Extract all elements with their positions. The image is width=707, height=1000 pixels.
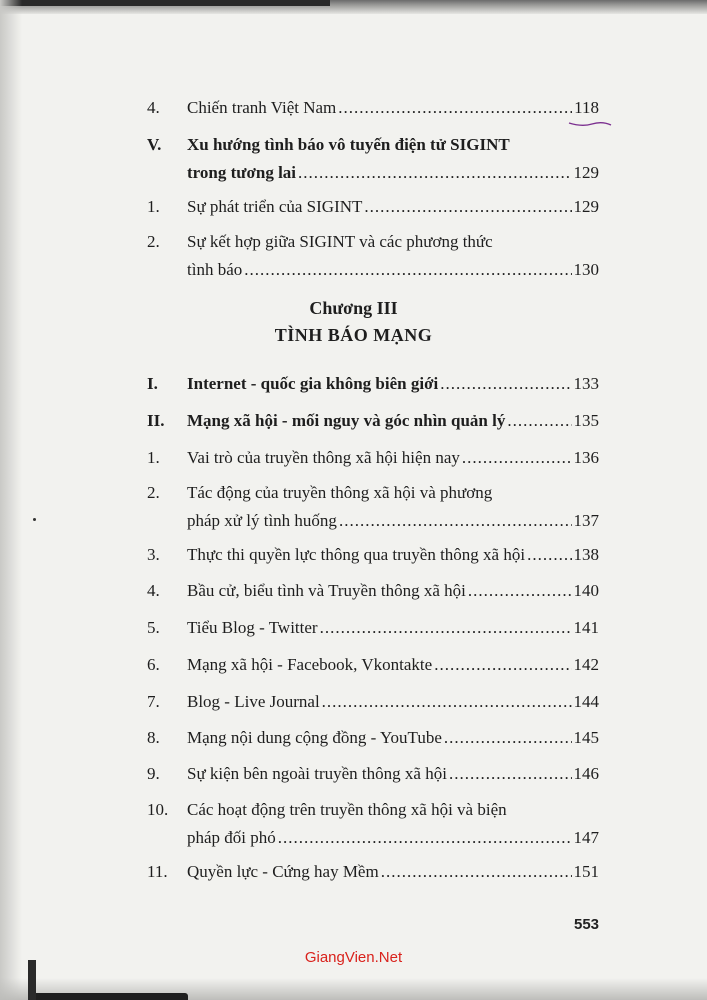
toc-entry-title: Tiểu Blog - Twitter: [187, 618, 318, 637]
toc-entry-title: Quyền lực - Cứng hay Mềm: [187, 862, 379, 881]
toc-entry-page: 140: [573, 581, 599, 600]
toc-entry: [147, 724, 599, 752]
dot-leader: [320, 614, 572, 642]
toc-entry: [147, 688, 599, 716]
toc-entry-page: 130: [573, 260, 599, 279]
dot-leader: [462, 444, 572, 472]
toc-section-entry: [147, 370, 599, 398]
toc-entry-number: 6.: [147, 655, 160, 674]
toc-entry-page: 146: [573, 764, 599, 783]
toc-entry: [147, 444, 599, 472]
toc-entry-title-line2: trong tương lai: [187, 163, 297, 182]
toc-entry-page: 141: [573, 618, 599, 637]
toc-entry-title-line2: pháp đối phó: [187, 828, 276, 847]
toc-section-entry: [147, 407, 599, 435]
dot-leader: [468, 577, 572, 605]
toc-entry-number: 9.: [147, 764, 160, 783]
dot-leader: [364, 193, 571, 221]
toc-entry-title: Thực thi quyền lực thông qua truyền thông xã hội: [187, 545, 526, 564]
toc-entry-title-line1: Tác động của truyền thông xã hội và phương: [187, 483, 493, 502]
toc-entry-title-line1: Sự kết hợp giữa SIGINT và các phương thức: [187, 232, 493, 251]
toc-entry-page: 147: [573, 828, 599, 847]
chapter-label: Chương III: [309, 298, 398, 318]
toc-entry-number: 4.: [147, 98, 160, 117]
toc-entry: [147, 577, 599, 605]
toc-entry-page: 138: [573, 545, 599, 564]
dot-leader: [298, 159, 571, 187]
dot-leader: [339, 507, 572, 535]
pen-underline-mark: [568, 120, 612, 128]
dot-leader: [434, 651, 571, 679]
toc-entry: [147, 479, 599, 535]
dot-leader: [440, 370, 571, 398]
toc-entry-title: Mạng nội dung cộng đồng - YouTube: [187, 728, 442, 747]
toc-entry-number: 5.: [147, 618, 160, 637]
dot-leader: [322, 688, 572, 716]
dot-leader: [449, 760, 572, 788]
toc-entry-title-line2: pháp xử lý tình huống: [187, 511, 337, 530]
scan-bottom-corner-edge: [28, 960, 36, 1000]
toc-entry: [147, 193, 599, 221]
toc-entry-number: 7.: [147, 692, 160, 711]
toc-entry-page: 144: [573, 692, 599, 711]
toc-entry-title: Vai trò của truyền thông xã hội hiện nay: [187, 448, 460, 467]
dot-leader: [244, 256, 571, 284]
toc-entry-title-line1: Các hoạt động trên truyền thông xã hội và biện: [187, 800, 507, 819]
toc-entry-title: Mạng xã hội - mối nguy và góc nhìn quản lý: [187, 411, 506, 430]
toc-entry-title: Sự phát triển của SIGINT: [187, 197, 363, 216]
toc-entry: [147, 541, 599, 569]
toc-entry-page: 129: [573, 163, 599, 182]
toc-entry-number: 10.: [147, 800, 169, 819]
toc-entry-title: Bầu cử, biểu tình và Truyền thông xã hội: [187, 581, 466, 600]
toc-entry: [147, 614, 599, 642]
toc-entry-number: 4.: [147, 581, 160, 600]
toc-entry: [147, 858, 599, 886]
toc-entry-number: II.: [147, 411, 165, 430]
toc-entry-page: 137: [573, 511, 599, 530]
toc-entry-page: 118: [574, 98, 599, 117]
toc-entry-page: 145: [573, 728, 599, 747]
dot-leader: [527, 541, 571, 569]
toc-entry: [147, 94, 599, 122]
toc-entry: [147, 796, 599, 852]
toc-entry-page: 135: [573, 411, 599, 430]
toc-entry-title: Blog - Live Journal: [187, 692, 320, 711]
dot-leader: [338, 94, 572, 122]
toc-entry-number: 11.: [147, 862, 168, 881]
scan-bottom-corner: [28, 993, 188, 1000]
toc-entry-page: 136: [573, 448, 599, 467]
toc-entry-page: 151: [573, 862, 599, 881]
toc-entry: [147, 651, 599, 679]
toc-entry-title: Sự kiện bên ngoài truyền thông xã hội: [187, 764, 447, 783]
toc-entry-number: 2.: [147, 232, 160, 251]
page-number: 553: [574, 916, 600, 933]
toc-entry-title: Chiến tranh Việt Nam: [187, 98, 337, 117]
dot-leader: [444, 724, 572, 752]
scan-top-shadow: [0, 0, 330, 6]
toc-entry-number: 3.: [147, 545, 160, 564]
toc-entry-number: 2.: [147, 483, 160, 502]
watermark-text: GiangVien.Net: [304, 949, 403, 966]
toc-entry-title-line2: tình báo: [187, 260, 243, 279]
toc-entry-title: Mạng xã hội - Facebook, Vkontakte: [187, 655, 433, 674]
scan-left-shadow: [0, 0, 22, 1000]
toc-entry-page: 129: [573, 197, 599, 216]
toc-entry-number: 1.: [147, 448, 160, 467]
toc-entry-number: 1.: [147, 197, 160, 216]
dot-leader: [278, 824, 572, 852]
toc-entry: [147, 760, 599, 788]
toc-entry-page: 133: [573, 374, 599, 393]
toc-section-entry: [147, 131, 599, 187]
toc-entry-title-line1: Xu hướng tình báo vô tuyến điện tử SIGINT: [187, 135, 510, 154]
toc-entry-page: 142: [573, 655, 599, 674]
dot-leader: [507, 407, 571, 435]
chapter-title: TÌNH BÁO MẠNG: [274, 325, 433, 345]
paper-speck: [33, 518, 36, 521]
toc-entry-number: I.: [147, 374, 158, 393]
toc-entry-title: Internet - quốc gia không biên giới: [187, 374, 439, 393]
toc-entry-number: 8.: [147, 728, 160, 747]
toc-entry: [147, 228, 599, 284]
dot-leader: [381, 858, 572, 886]
toc-entry-number: V.: [147, 135, 162, 154]
